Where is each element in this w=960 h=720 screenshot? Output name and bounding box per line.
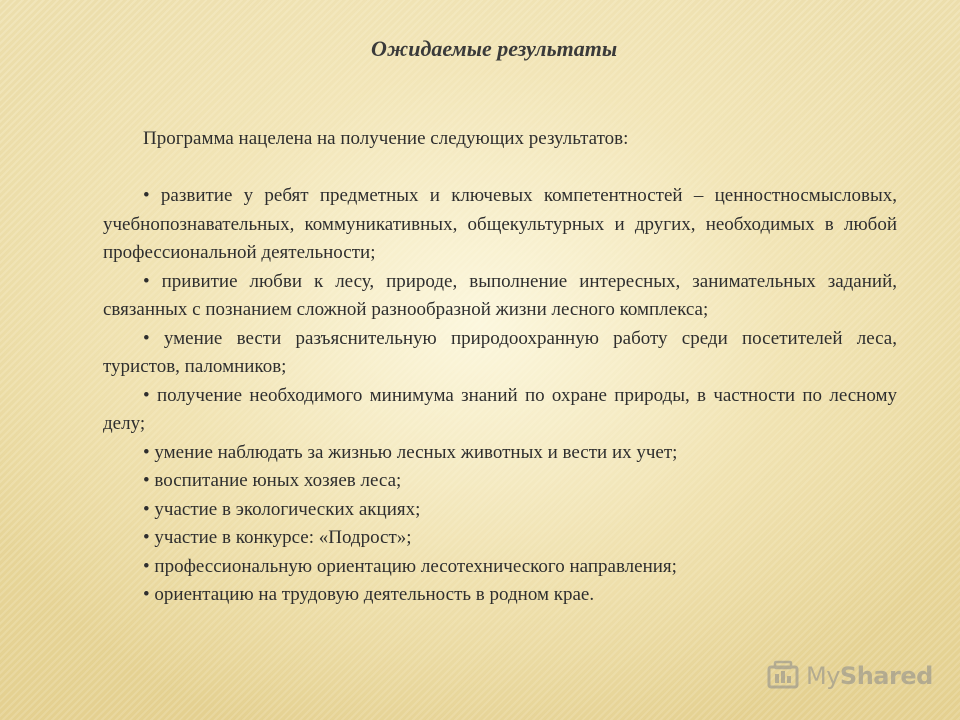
myshared-logo-icon [766, 659, 800, 693]
list-item: • ориентацию на трудовую деятельность в родном крае. [143, 584, 595, 605]
intro-text: Программа нацелена на получение следующих результатов: [143, 128, 629, 149]
list-item: • развитие у ребят предметных и ключевых компетентностей – ценностносмысловых, учебнопознавательных, коммуникативных, общекультурных и других, необходимых в любой профессиональной деятельности; [103, 185, 897, 263]
list-item: • участие в конкурсе: «Подрост»; [143, 527, 412, 548]
list-item: • умение наблюдать за жизнью лесных животных и вести их учет; [143, 441, 678, 463]
list-item: • привитие любви к лесу, природе, выполнение интересных, занимательных заданий, связанных с познанием сложной разнообразной жизни лесного комплекса; [103, 270, 897, 320]
watermark-shared: Shared [839, 662, 933, 690]
list-item: • профессиональную ориентацию лесотехнического направления; [143, 555, 677, 577]
slide-title: Ожидаемые результаты [371, 36, 618, 61]
watermark-my: My [806, 662, 840, 690]
results-list [103, 182, 897, 610]
list-item: • воспитание юных хозяев леса; [143, 470, 402, 491]
watermark-text [806, 662, 933, 690]
myshared-watermark [766, 656, 933, 696]
list-item: • участие в экологических акциях; [143, 498, 421, 520]
list-item: • умение вести разъяснительную природоохранную работу среди посетителей леса, туристов, паломников; [103, 327, 897, 377]
list-item: • получение необходимого минимума знаний по охране природы, в частности по лесному делу; [103, 384, 897, 434]
